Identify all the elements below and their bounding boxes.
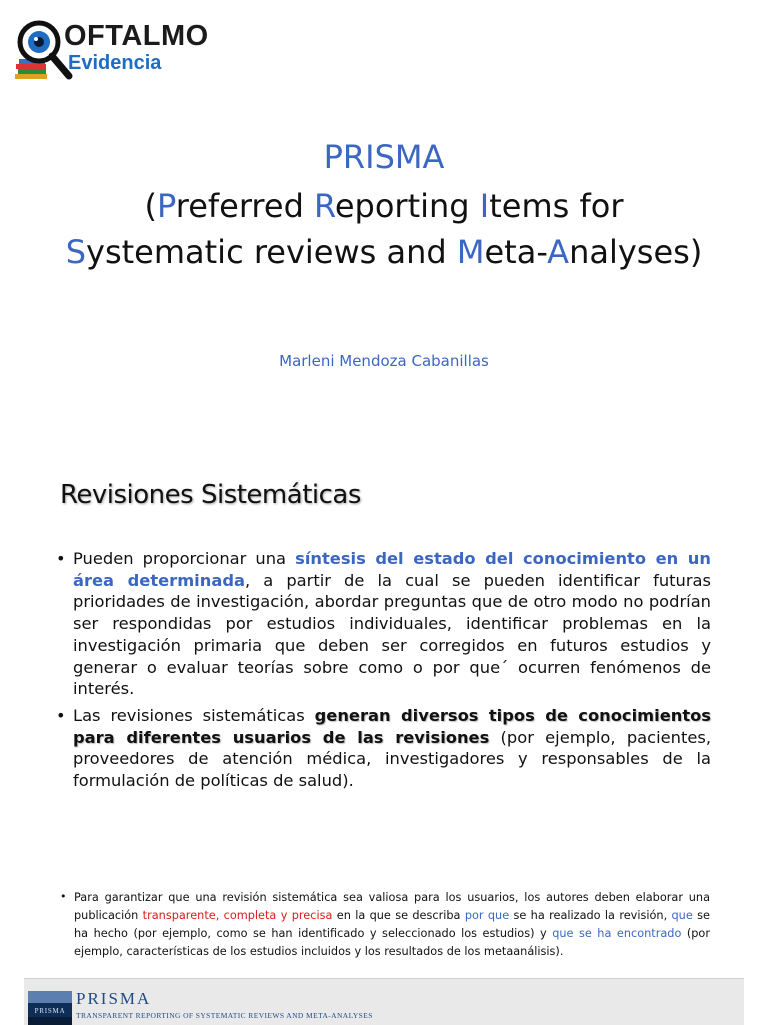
slide-title: PRISMA	[323, 138, 445, 176]
note-text: en la que se describa	[332, 909, 465, 922]
bullet-item-1	[56, 548, 711, 700]
subtitle-text: eta-	[484, 233, 548, 271]
subtitle-initial: I	[479, 187, 490, 225]
bullet-marker: •	[56, 705, 66, 725]
subtitle-initial: A	[547, 233, 570, 271]
subtitle-text: tems for	[489, 187, 624, 225]
note-text: Para garantizar que una revisión sistemática sea valiosa para los usuarios, los autores deben elaborar una publicación	[74, 891, 710, 922]
subtitle-text: (	[144, 187, 157, 225]
note-blue-text: que se ha encontrado	[552, 927, 682, 940]
logo-text-oftalmo: OFTALMO	[64, 20, 209, 52]
content-slide	[0, 448, 768, 1024]
footnote	[60, 889, 710, 961]
prisma-footer-banner	[24, 978, 744, 1025]
bullet-marker: •	[56, 549, 66, 568]
bullet-marker: •	[60, 890, 67, 903]
bullet-highlight: síntesis del estado del conocimiento en un área determinada	[73, 549, 711, 590]
subtitle-text: referred	[175, 187, 315, 225]
bullet-highlight: generan diversos tipos de conocimientos para diferentes usuarios de las revisiones	[73, 705, 711, 747]
subtitle-initial: S	[65, 233, 86, 271]
oftalmo-evidencia-logo	[14, 18, 209, 88]
note-red-text: transparente, completa y precisa	[142, 909, 333, 922]
footer-subtitle: TRANSPARENT REPORTING OF SYSTEMATIC REVIEWS AND META-ANALYSES	[76, 1011, 373, 1020]
note-blue-text: por que	[464, 909, 510, 922]
subtitle-initial: P	[157, 187, 176, 225]
note-text: se ha hecho (por ejemplo, como se han identificado y seleccionado los estudios) y	[74, 909, 710, 940]
note-text: (por ejemplo, características de los estudios incluidos y los resultados de los metaanálisis).	[74, 927, 710, 958]
note-text: se ha realizado la revisión,	[509, 909, 672, 922]
footer-title: PRISMA	[76, 989, 152, 1008]
bullet-text: Pueden proporcionar una	[73, 549, 296, 568]
note-blue-text: que	[671, 909, 693, 922]
bullet-text: (por ejemplo, pacientes, proveedores de atención médica, investigadores y responsables de la formulación de políticas de salud).	[73, 727, 711, 791]
bullet-text: , a partir de la cual se pueden identificar futuras prioridades de investigación, abordar preguntas que de otro modo no podrían ser respondidas por estudios individuales, identificar problemas en la investigación primaria que deben ser corregidos en futuros estudios y generar o evaluar teorías sobre como o por que´ ocurren fenómenos de interés.	[73, 570, 712, 699]
subtitle-initial: R	[314, 187, 335, 225]
subtitle-line-1	[0, 183, 768, 229]
subtitle-line-2	[0, 229, 768, 275]
bullet-text: Las revisiones sistemáticas	[73, 705, 315, 725]
logo-text-evidencia: Evidencia	[68, 52, 162, 74]
bullet-list	[56, 548, 711, 797]
subtitle-initial: M	[456, 233, 485, 271]
section-heading: Revisiones Sistemáticas	[60, 480, 361, 510]
bullet-item-2	[56, 705, 711, 792]
prisma-logo-icon	[28, 991, 72, 1025]
title-slide	[0, 0, 768, 440]
subtitle-text: nalyses)	[569, 233, 703, 271]
prisma-logo-text: PRISMA	[34, 1007, 66, 1015]
subtitle-text: ystematic reviews and	[86, 233, 457, 271]
author-name: Marleni Mendoza Cabanillas	[279, 352, 489, 370]
subtitle-text: eporting	[334, 187, 480, 225]
